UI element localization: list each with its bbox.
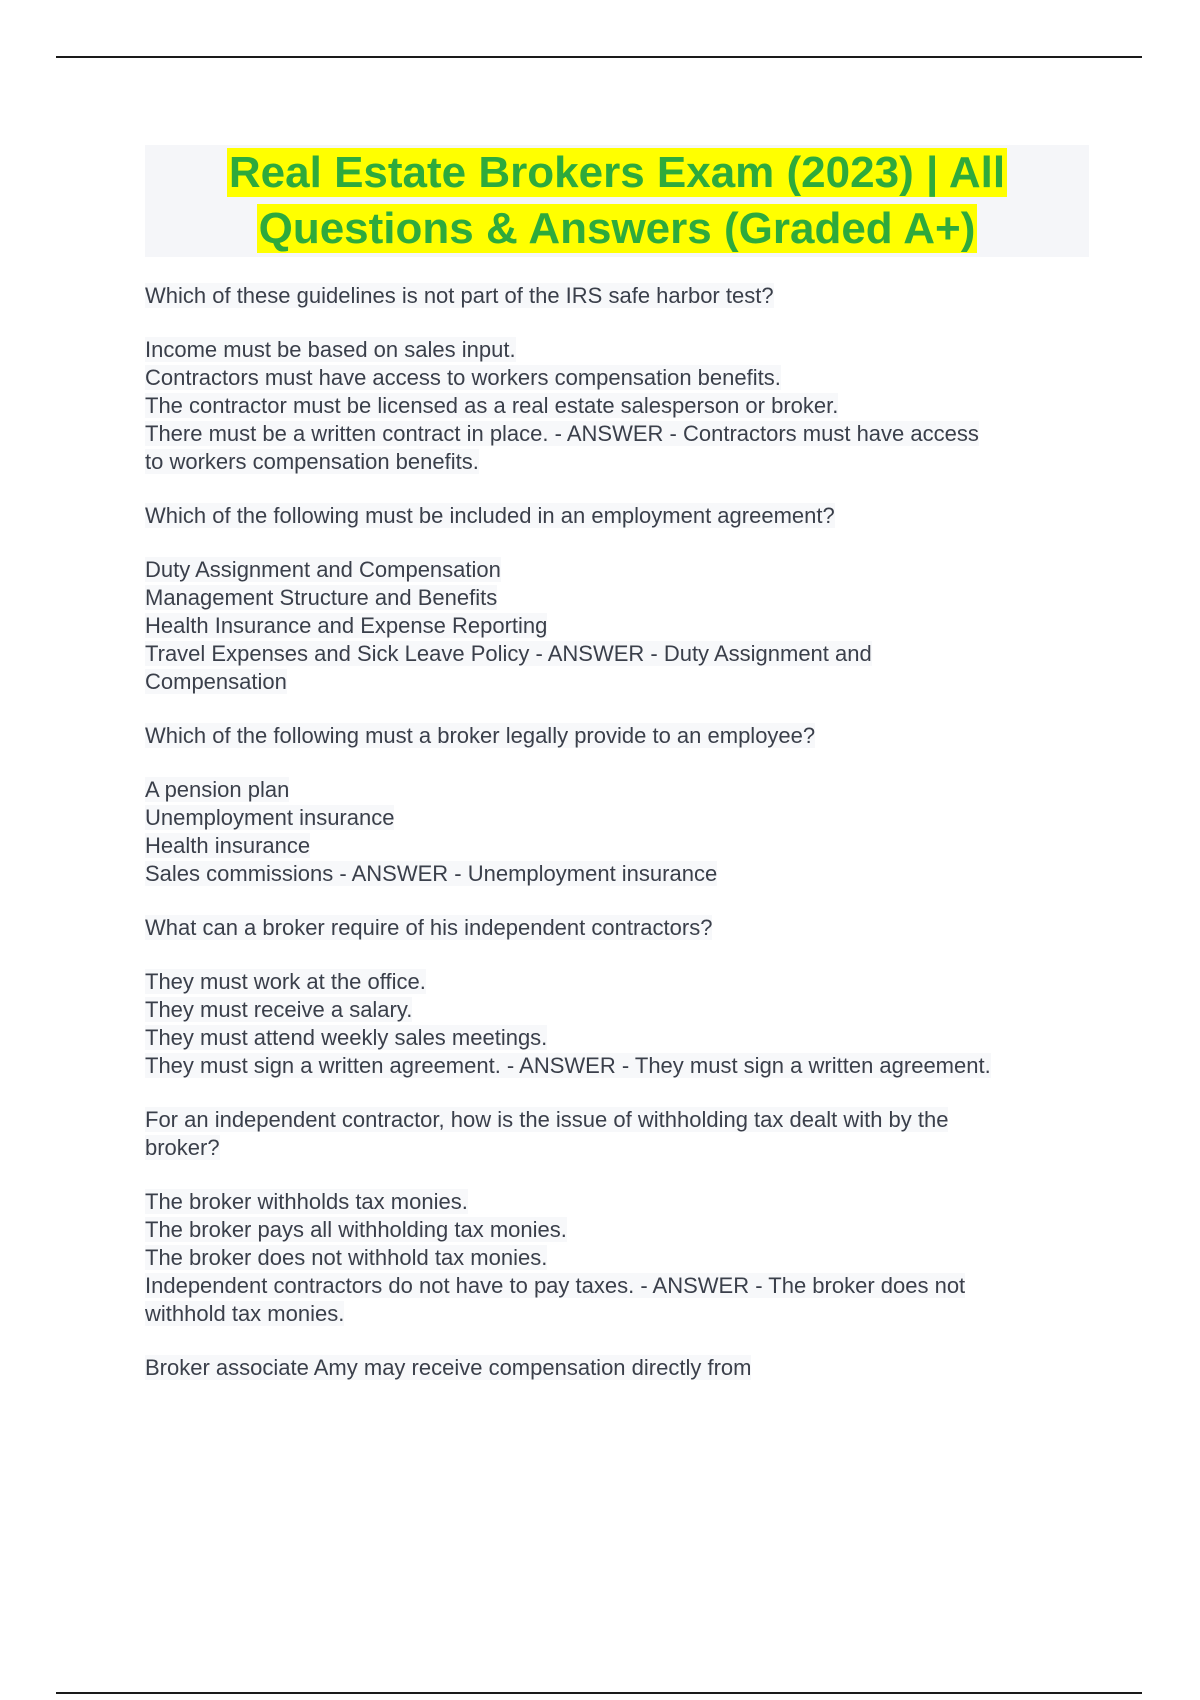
document-title [145, 145, 1089, 257]
question-5: For an independent contractor, how is the issue of withholding tax dealt with by the broker? [145, 1107, 949, 1160]
qa-content [145, 282, 1089, 1408]
qa-item-6 [145, 1354, 1089, 1382]
options-4: They must work at the office. They must receive a salary. They must attend weekly sales meetings. They must sign a written agreement. - ANSWER - They must sign a written agreement. [145, 969, 991, 1078]
title-line-1: Real Estate Brokers Exam (2023) | All [228, 148, 1006, 197]
qa-item-1 [145, 282, 1089, 476]
qa-item-2 [145, 502, 1089, 696]
question-4: What can a broker require of his independent contractors? [145, 915, 713, 940]
options-5: The broker withholds tax monies. The broker pays all withholding tax monies. The broker does not withhold tax monies. Independent contractors do not have to pay taxes. - ANSWER - The broker does not withhold tax monies. [145, 1189, 966, 1326]
options-1: Income must be based on sales input. Contractors must have access to workers compensation benefits. The contractor must be licensed as a real estate salesperson or broker. There must be a written contract in place. - ANSWER - Contractors must have access to workers compensation benefits. [145, 337, 979, 474]
bottom-rule [56, 1692, 1142, 1694]
question-2: Which of the following must be included in an employment agreement? [145, 503, 835, 528]
title-line-2: Questions & Answers (Graded A+) [258, 204, 976, 253]
qa-item-4 [145, 914, 1089, 1080]
qa-item-3 [145, 722, 1089, 888]
question-3: Which of the following must a broker legally provide to an employee? [145, 723, 816, 748]
question-6: Broker associate Amy may receive compensation directly from [145, 1355, 752, 1380]
options-2: Duty Assignment and Compensation Management Structure and Benefits Health Insurance and Expense Reporting Travel Expenses and Sick Leave Policy - ANSWER - Duty Assignment and Compensation [145, 557, 872, 694]
options-3: A pension plan Unemployment insurance Health insurance Sales commissions - ANSWER - Unemployment insurance [145, 777, 718, 886]
qa-item-5 [145, 1106, 1089, 1328]
question-1: Which of these guidelines is not part of the IRS safe harbor test? [145, 283, 774, 308]
top-rule [56, 56, 1142, 58]
